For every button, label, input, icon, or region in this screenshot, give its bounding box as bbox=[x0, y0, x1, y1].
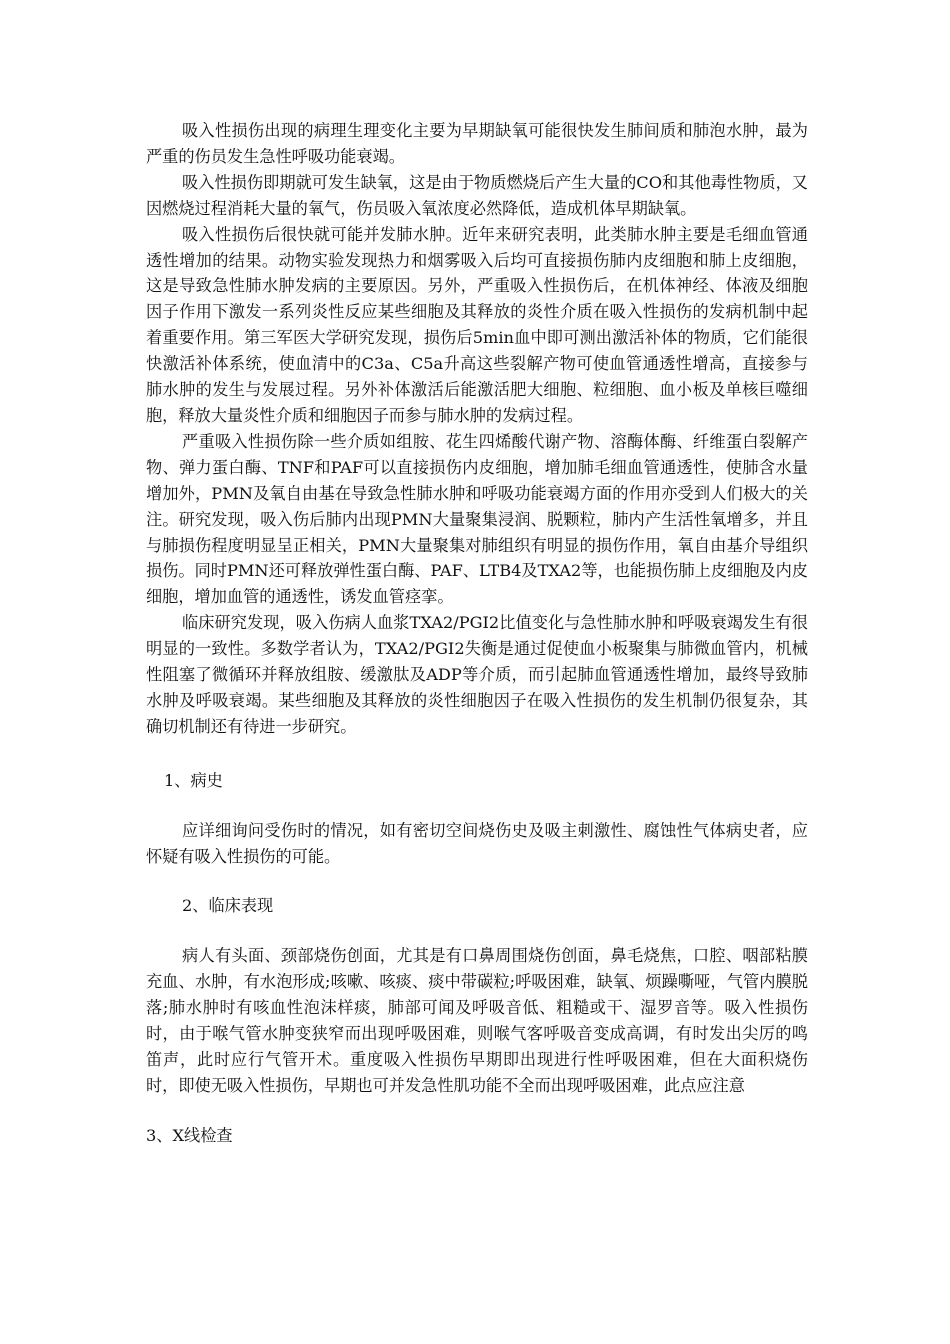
paragraph-mediators: 严重吸入性损伤除一些介质如组胺、花生四烯酸代谢产物、溶酶体酶、纤维蛋白裂解产物、弹力蛋白酶、TNF和PAF可以直接损伤内皮细胞，增加肺毛细血管通透性，使肺含水量增加外，PMN及氧自由基在导致急性肺水肿和呼吸功能衰竭方面的作用亦受到人们极大的关注。研究发现，吸入伤后肺内出现PMN大量聚集浸润、脱颗粒，肺内产生活性氧增多，并且与肺损伤程度明显呈正相关，PMN大量聚集对肺组织有明显的损伤作用，氧自由基介导组织损伤。同时PMN还可释放弹性蛋白酶、PAF、LTB4及TXA2等，也能损伤肺上皮细胞及内皮细胞，增加血管的通透性，诱发血管痉挛。 bbox=[146, 431, 808, 607]
paragraph-history: 应详细询问受伤时的情况，如有密切空间烧伤史及吸主刺激性、腐蚀性气体病史者，应怀疑有吸入性损伤的可能。 bbox=[146, 820, 808, 866]
paragraph-hypoxia: 吸入性损伤即期就可发生缺氧，这是由于物质燃烧后产生大量的CO和其他毒性物质，又因燃烧过程消耗大量的氧气，伤员吸入氧浓度必然降低，造成机体早期缺氧。 bbox=[146, 172, 808, 218]
section-heading-clinical: 2、临床表现 bbox=[182, 896, 274, 916]
paragraph-pulmonary-edema: 吸入性损伤后很快就可能并发肺水肿。近年来研究表明，此类肺水肿主要是毛细血管通透性增加的结果。动物实验发现热力和烟雾吸入后均可直接损伤肺内皮细胞和肺上皮细胞，这是导致急性肺水肿发病的主要原因。另外，严重吸入性损伤后，在机体神经、体液及细胞因子作用下激发一系列炎性反应某些细胞及其释放的炎性介质在吸入性损伤的发病机制中起着重要作用。第三军医大学研究发现，损伤后5min血中即可测出激活补体的物质，它们能很快激活补体系统，使血清中的C3a、C5a升高这些裂解产物可使血管通透性增高，直接参与肺水肿的发生与发展过程。另外补体激活后能激活肥大细胞、粒细胞、血小板及单核巨噬细胞，释放大量炎性介质和细胞因子而参与肺水肿的发病过程。 bbox=[146, 224, 808, 425]
paragraph-clinical-research: 临床研究发现，吸入伤病人血浆TXA2/PGI2比值变化与急性肺水肿和呼吸衰竭发生有很明显的一致性。多数学者认为，TXA2/PGI2失衡是通过促使血小板聚集与肺微血管内，机械性阻塞了微循环并释放组胺、缓激肽及ADP等介质，而引起肺血管通透性增加，最终导致肺水肿及呼吸衰竭。某些细胞及其释放的炎性细胞因子在吸入性损伤的发生机制仍很复杂，其确切机制还有待进一步研究。 bbox=[146, 613, 808, 736]
paragraph-pathophysiology: 吸入性损伤出现的病理生理变化主要为早期缺氧可能很快发生肺间质和肺泡水肿，最为严重的伤员发生急性呼吸功能衰竭。 bbox=[146, 121, 808, 166]
section-heading-xray: 3、X线检查 bbox=[146, 1125, 233, 1145]
section-heading-history: 1、病史 bbox=[164, 770, 223, 790]
paragraph-clinical: 病人有头面、颈部烧伤创面，尤其是有口鼻周围烧伤创面，鼻毛烧焦，口腔、咽部粘膜充血、水肿，有水泡形成;咳嗽、咳痰、痰中带碳粒;呼吸困难，缺氧、烦躁嘶哑，气管内膜脱落;肺水肿时有咳血性泡沫样痰，肺部可闻及呼吸音低、粗糙或干、湿罗音等。吸入性损伤时，由于喉气管水肿变狭窄而出现呼吸困难，则喉气客呼吸音变成高调，有时发出尖厉的鸣笛声，此时应行气管开术。重度吸入性损伤早期即出现进行性呼吸困难，但在大面积烧伤时，即使无吸入性损伤，早期也可并发急性肌功能不全而出现呼吸困难，此点应注意 bbox=[146, 946, 808, 1095]
document-page bbox=[146, 118, 808, 1149]
